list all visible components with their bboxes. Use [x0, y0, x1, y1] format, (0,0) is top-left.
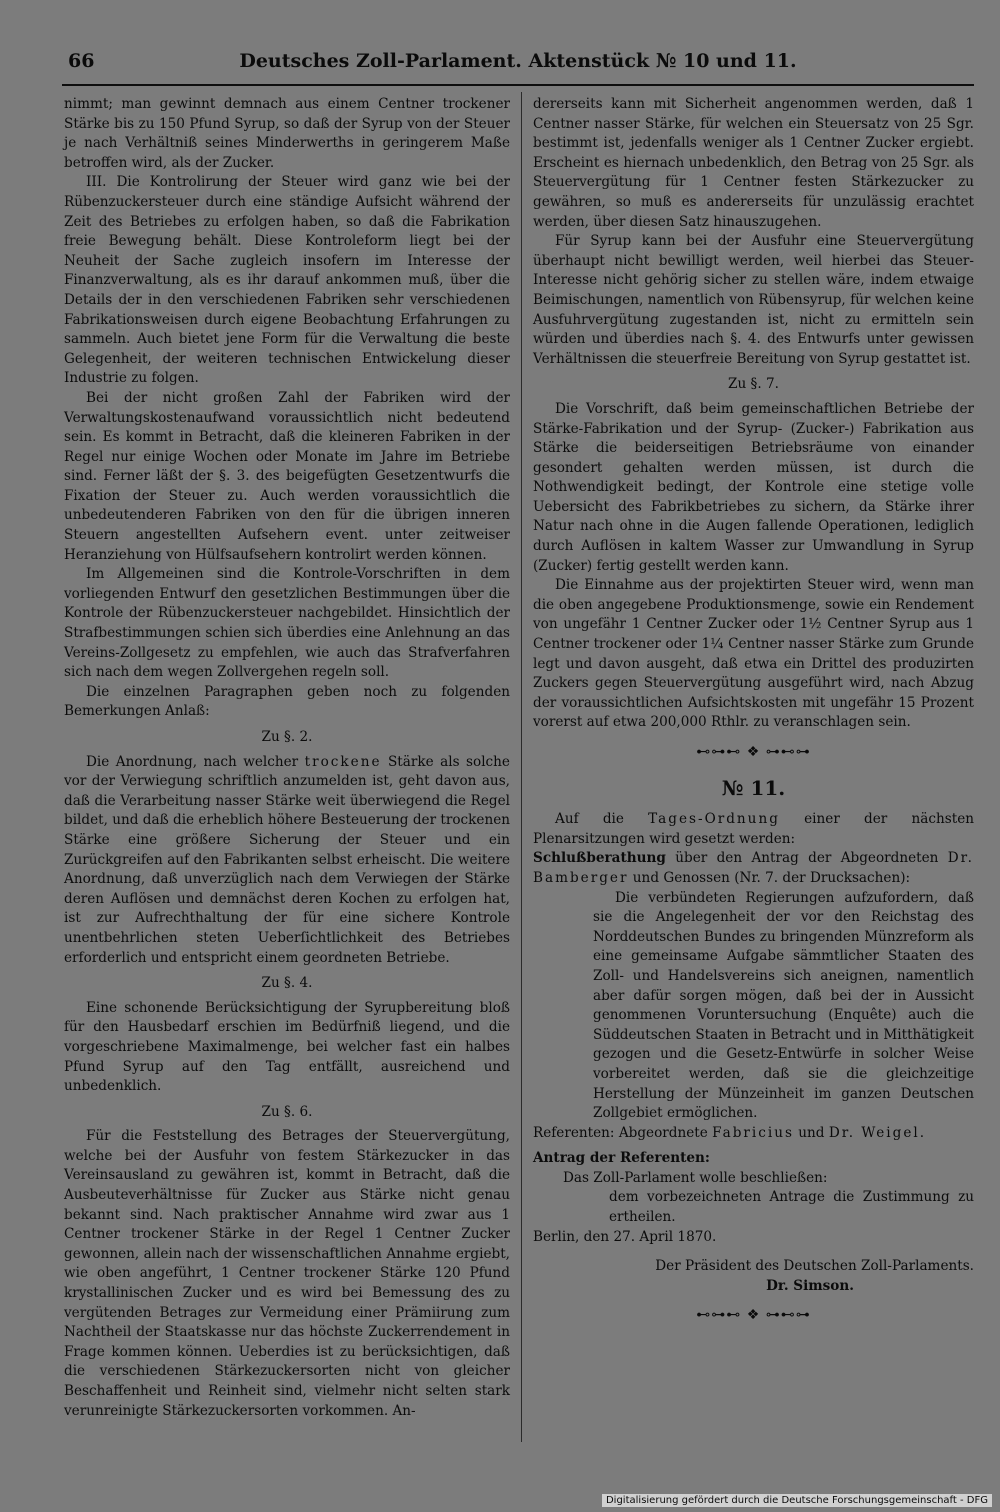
paragraph [533, 810, 974, 849]
text-run: und [793, 1124, 829, 1141]
text-run: . [919, 1124, 925, 1141]
quoted-motion [593, 889, 974, 1124]
text-run: Referenten: Abgeordnete [533, 1124, 713, 1141]
date-line: Berlin, den 27. April 1870. [533, 1228, 717, 1245]
header-rule [62, 84, 974, 86]
text-run: und Genossen (Nr. 7. der Drucksachen): [628, 869, 911, 886]
motion-title: Antrag der Referenten: [533, 1150, 710, 1167]
bold-text: Schlußberathung [533, 850, 666, 867]
paragraph: Die Vorschrift, daß beim gemeinschaftlichen Betriebe der Stärke-Fabrikation und der Syrup- (Zucker-) Fabrikation aus Stärke die beiderseitigen Betriebsräume von einander gesondert gehalten werden müssen, ist durch die Nothwendigkeit bedingt, der Kontrole eine stetige volle Uebersicht des Fabrikbetriebes zu sichern, da Stärke ihrer Natur nach ohne in die Augen fallende Operationen, lediglich durch Auflösen in kaltem Wasser zur Umwandlung in Syrup (Zucker) fertig gestellt werden kann. [533, 400, 974, 574]
right-column [533, 95, 974, 1338]
paragraph [64, 753, 510, 969]
emphasis-text: trockene [304, 753, 382, 770]
text-run: einer der nächsten Plenarsitzungen wird gesetzt werden: [533, 811, 974, 847]
referees-line [533, 1124, 974, 1144]
paragraph: Bei der nicht großen Zahl der Fabriken wird der Verwaltungskostenaufwand voraussichtlich nicht bedeutend sein. Es kommt in Betracht, daß die kleineren Fabriken in der Regel nur einige Wochen oder Monate im Jahre im Betriebe sind. Ferner läßt der §. 3. des beigefügten Gesetzentwurfs die Fixation der Steuer zu. Auch werden voraussichtlich die unbedeutenderen Fabriken von den für die übrigen inneren Steuern angestellten Aufsehern event. unter zeitweiser Heranziehung von Hülfsaufsehern kontrolirt werden können. [64, 389, 510, 563]
paragraph: Im Allgemeinen sind die Kontrole-Vorschriften in dem vorliegenden Entwurf den gesetzlichen Bestimmungen über die Kontrole der Rübenzuckersteuer nachgebildet. Hinsichtlich der Strafbestimmungen schien sich überdies eine Anlehnung an das Vereins-Zollgesetz zu empfehlen, wie auch das Strafverfahren sich nach dem wegen Zollvergehen regeln soll. [64, 566, 510, 681]
emphasis-text: Dr. Bamberger [533, 850, 974, 886]
emphasis-text: Fabricius [712, 1124, 794, 1141]
paragraph: Die einzelnen Paragraphen geben noch zu folgenden Bemerkungen Anlaß: [64, 683, 510, 720]
ornament-divider: ⊷⊶⊷ ❖ ⊶⊷⊶ [696, 744, 811, 760]
item-number-heading: № 11. [721, 775, 786, 800]
paragraph: Für die Feststellung des Betrages der Steuervergütung, welche bei der Ausfuhr von festem Stärkezucker in das Vereinsausland zu gewähren ist, kommt in Betracht, daß die Ausbeuteverhältnisse für Zucker aus Stärke nicht genau bekannt sind. Nach praktischer Annahme wird zwar aus 1 Centner trockener Stärke in der Regel 1 Centner Zucker gewonnen, allein nach der wissenschaftlichen Annahme ergiebt, wie oben angeführt, 1 Centner trockener Stärke 120 Pfund krystallinischen Zucker und es wird bei Bemessung des zu vergütenden Betrages zur Vermeidung einer Prämiirung zum Nachtheil der Staatskasse nur das höchste Zuckerrendement in Frage kommen können. Ueberdies ist zu berücksichtigen, daß die verschiedenen Stärkezuckersorten nicht von gleicher Beschaffenheit und Reinheit sind, vielmehr nicht selten stark verunreinigte Stärkezuckersorten vorkommen. An- [64, 1128, 510, 1419]
text-run: Auf die [555, 811, 649, 828]
signature-name: Dr. Simson. [766, 1277, 854, 1294]
column-divider [521, 92, 522, 1442]
section-heading: Zu §. 2. [261, 729, 313, 745]
paragraph: Das Zoll-Parlament wolle beschließen: [563, 1169, 828, 1186]
running-title: Deutsches Zoll-Parlament. Aktenstück № 10 und 11. [239, 50, 797, 72]
signature-title: Der Präsident des Deutschen Zoll-Parlaments. [655, 1258, 974, 1275]
paragraph: dererseits kann mit Sicherheit angenommen werden, daß 1 Centner nasser Stärke, für welchen ein Steuersatz von 25 Sgr. bestimmt ist, jedenfalls weniger als 1 Centner Zucker ergiebt. Erscheint es hiernach unbedenklich, den Betrag von 25 Sgr. als Steuervergütung für 1 Centner festen Stärkezucker zu gewähren, so muß es andererseits für unzulässig erachtet werden, über diesen Satz hinauszugehen. [533, 96, 974, 230]
section-heading: Zu §. 4. [261, 975, 313, 992]
paragraph: Eine schonende Berücksichtigung der Syrupbereitung bloß für den Hausbedarf erschien im Bedürfniß liegend, und die vorgeschriebene Maximalmenge, bei welcher fast ein halbes Pfund Syrup auf den Tag entfällt, ausreichend und unbedenklich. [64, 999, 510, 1095]
paragraph: Die Einnahme aus der projektirten Steuer wird, wenn man die oben angegebene Produktionsmenge, sowie ein Rendement von ungefähr 1 Centner Zucker oder 1½ Centner Syrup aus 1 Centner trockener oder 1¼ Centner nasser Stärke zum Grunde legt und davon ausgeht, daß etwa ein Drittel des produzirten Zuckers gegen Steuervergütung ausgeführt wird, nach Abzug der voraussichtlichen Aufsichtskosten mit ungefähr 15 Prozent vorerst auf etwa 200,000 Rthlr. zu veranschlagen sein. [533, 577, 974, 731]
paragraph [533, 849, 974, 888]
paragraph: III. Die Kontrolirung der Steuer wird ganz wie bei der Rübenzuckersteuer durch eine ständige Aufsicht während der Zeit des Betriebes zu erfolgen haben, so daß die Fabrikation freie Bewegung behält. Diese Kontroleform liegt bei der Neuheit der Sache zugleich insofern im Interesse der Finanzverwaltung, als es ihr darauf ankommen muß, über die Details der in den verschiedenen Fabriken sehr verschiedenen Fabrikationsweisen durch eigene Beobachtung Erfahrungen zu sammeln. Auch bietet jene Form für die Verwaltung die beste Gelegenheit, der weiteren technischen Entwickelung dieser Industrie zu folgen. [64, 174, 510, 387]
page-number: 66 [68, 50, 95, 72]
paragraph: dem vorbezeichneten Antrage die Zustimmung zu ertheilen. [609, 1189, 974, 1226]
section-heading: Zu §. 6. [261, 1103, 313, 1120]
section-heading: Zu §. 7. [728, 376, 779, 393]
page-header [62, 46, 974, 80]
ornament-divider: ⊷⊶⊷ ❖ ⊶⊷⊶ [696, 1307, 811, 1324]
digitization-credit: Digitalisierung gefördert durch die Deutsche Forschungsgemeinschaft - DFG [602, 1494, 992, 1507]
paragraph: Die verbündeten Regierungen aufzufordern, daß sie die Angelegenheit der vor den Reichstag des Norddeutschen Bundes zu bringenden Münzreform als eine gemeinsame Aufgabe sämmtlicher Staaten des Zoll- und Handelsvereins sich aneignen, namentlich aber dafür sorgen mögen, daß bei der in Aussicht genommenen Voruntersuchung (Enquête) auch die Süddeutschen Staaten in Betracht und in Mitthätigkeit gezogen und die Gesetz-Entwürfe in solcher Weise vorbereitet werden, daß sie die gleichzeitige Herstellung der Münzeinheit im ganzen Deutschen Zollgebiet ermöglichen. [593, 889, 974, 1122]
emphasis-text: Dr. Weigel [828, 1124, 920, 1141]
left-column [64, 95, 510, 1421]
paragraph: Für Syrup kann bei der Ausfuhr eine Steuervergütung überhaupt nicht bewilligt werden, weil hierbei das Steuer-Interesse nicht gehörig sicher zu stellen wäre, indem etwaige Beimischungen, namentlich von Rübensyrup, für welchen keine Ausfuhrvergütung zugestanden ist, nicht zu ermitteln sein würden und überdies nach §. 4. des Entwurfs unter gewissen Verhältnissen die steuerfreie Bereitung von Syrup gestattet ist. [533, 233, 974, 367]
emphasis-text: Tages-Ordnung [648, 811, 780, 828]
text-run: Die Anordnung, nach welcher [86, 753, 305, 770]
text-run: Stärke als solche vor der Verwiegung schriftlich anzumelden ist, geht davon aus, daß die Verarbeitung nasser Stärke weit überwiegend die Regel bildet, und daß die erheblich höhere Besteuerung der trockenen Stärke eine größere Sicherung der Steuer und ein Zurückgreifen auf den Fabrikanten selbst erheischt. Die weitere Anordnung, daß unverzüglich nach dem Verwiegen der Stärke deren Auflösen und demnächst deren Kochen zu erfolgen hat, ist zur Aufrechthaltung der für eine sichere Kontrole unentbehrlichen steten Ueberſichtlichkeit des Betriebes erforderlich und entspricht einem geordneten Betriebe. [64, 753, 510, 966]
text-run: über den Antrag der Abgeordneten [665, 850, 948, 867]
paragraph: nimmt; man gewinnt demnach aus einem Centner trockener Stärke bis zu 150 Pfund Syrup, so daß der Syrup von der Steuer je nach Verhältniß seines Minderwerths in geringerem Maße betroffen wird, als der Zucker. [64, 96, 510, 171]
